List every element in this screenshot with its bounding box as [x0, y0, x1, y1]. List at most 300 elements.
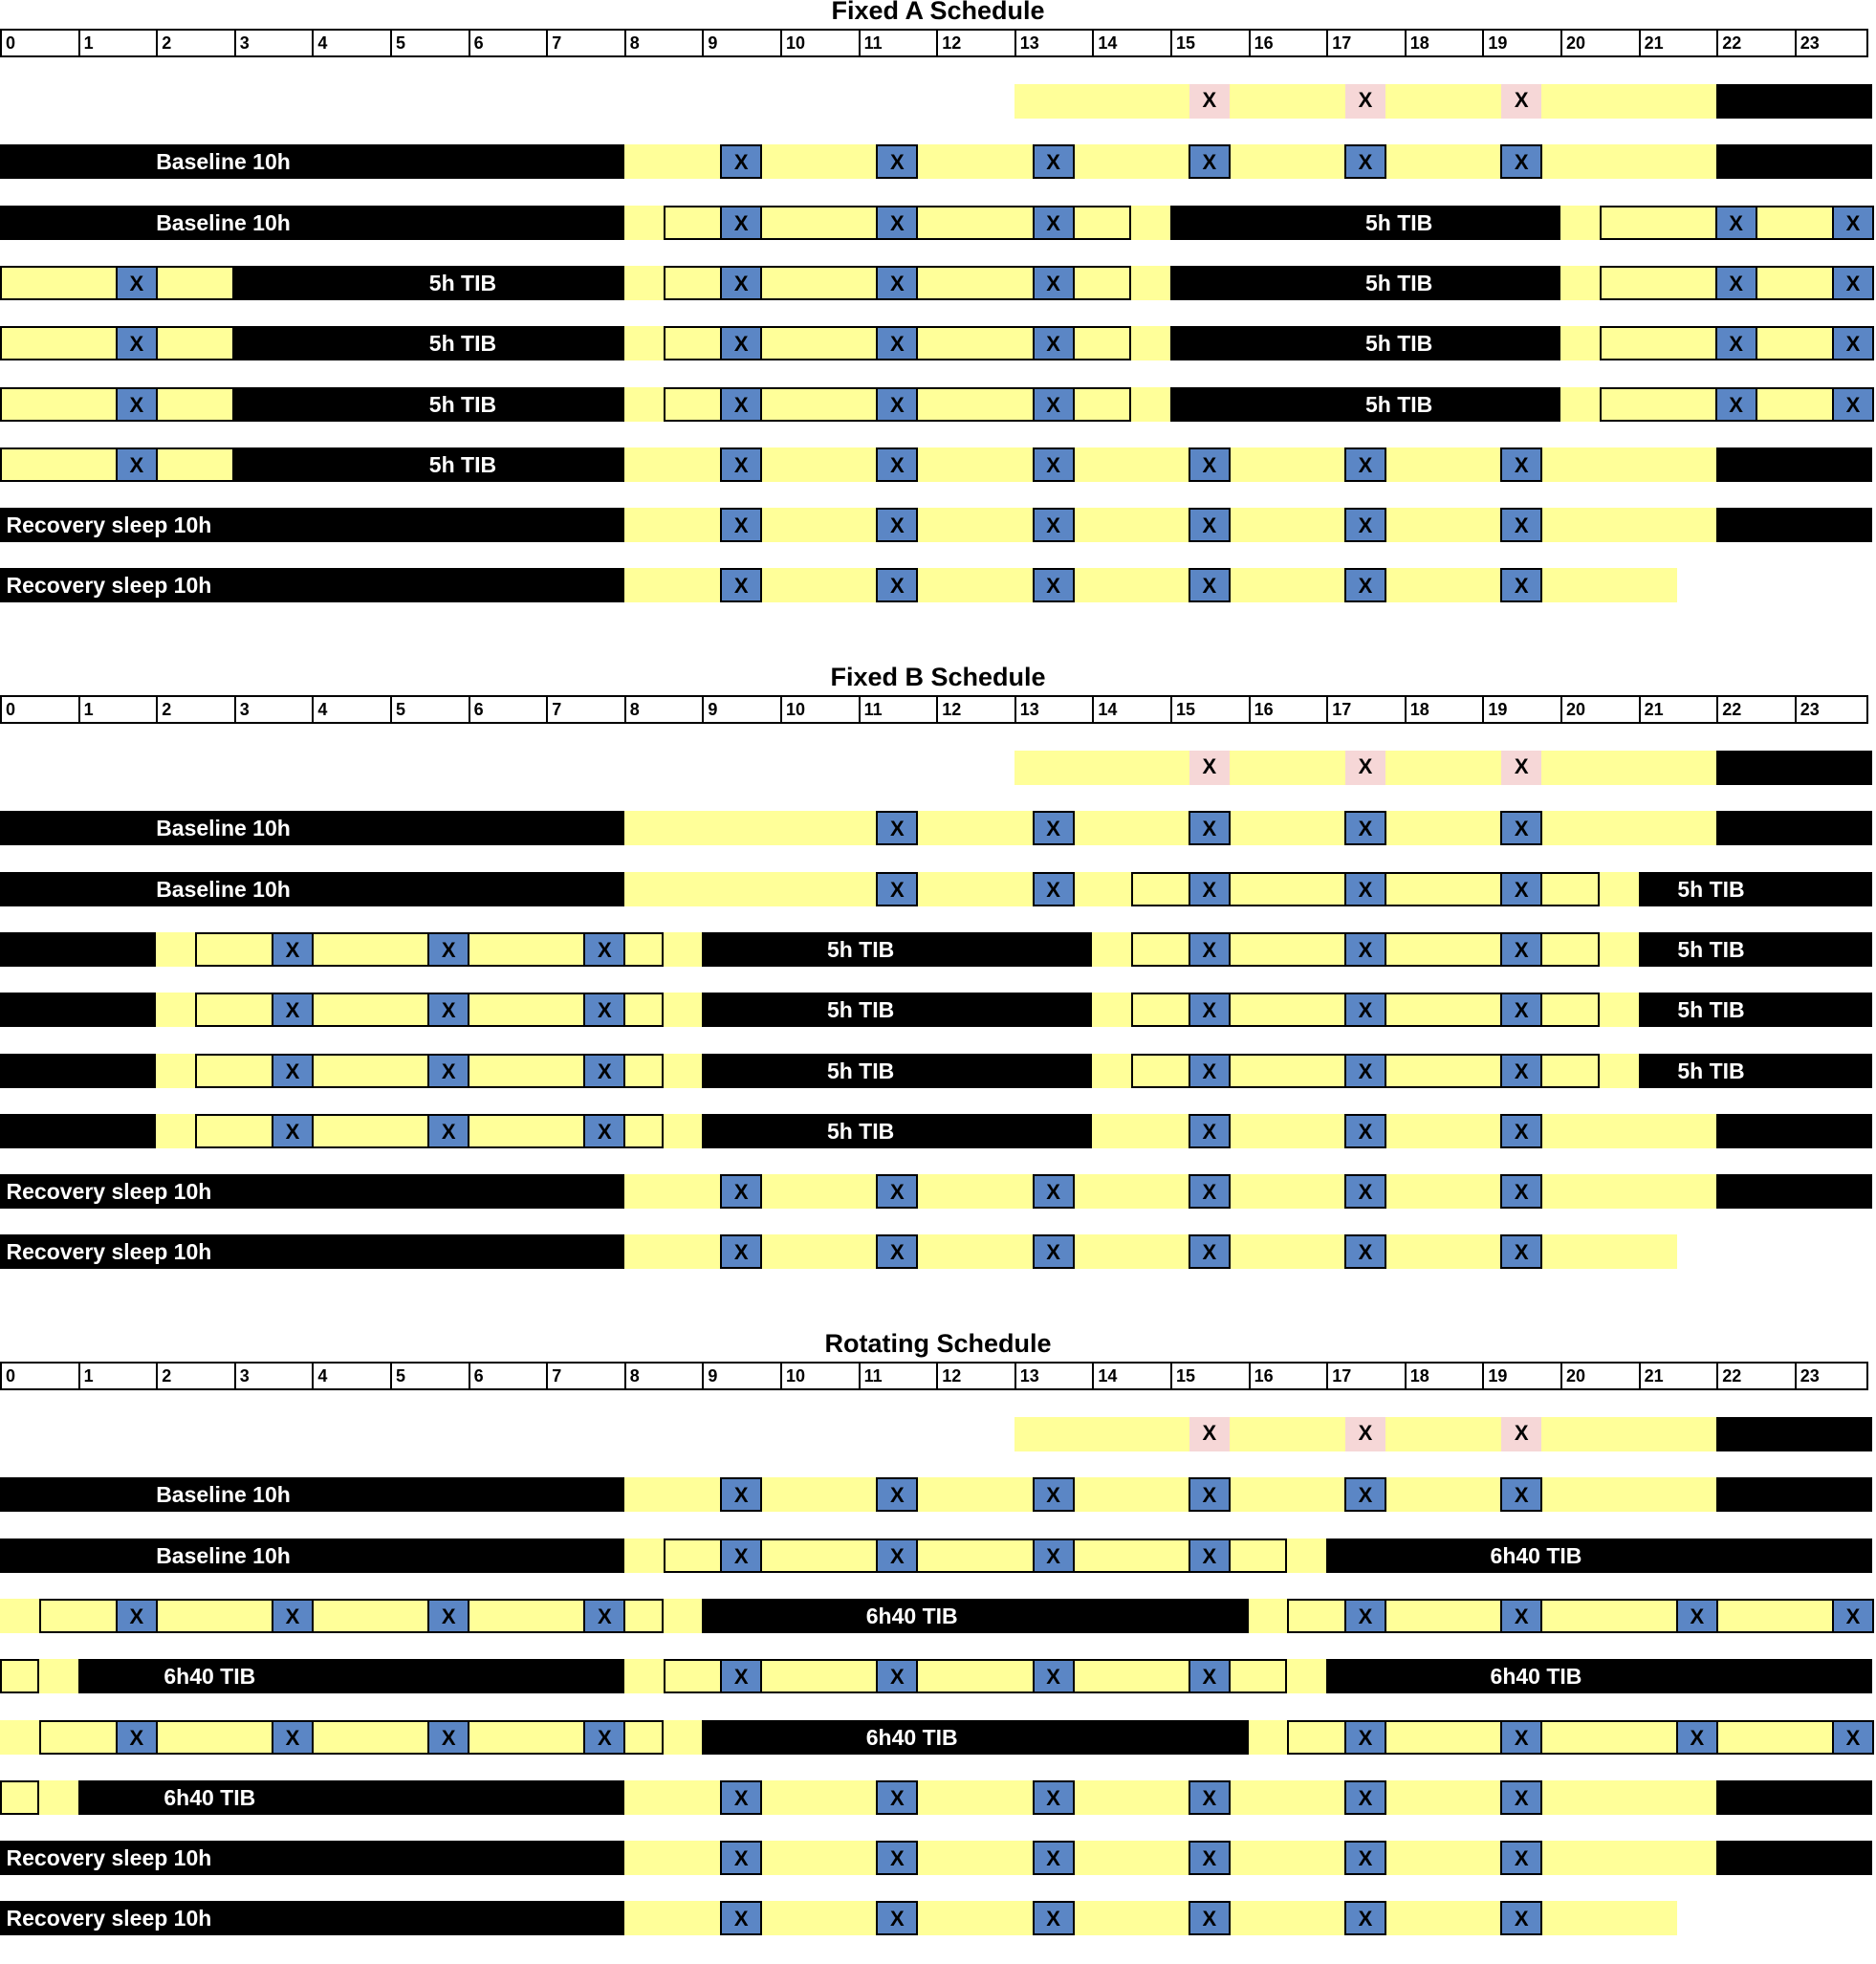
test-marker: X [733, 1846, 749, 1871]
test-session [1189, 1174, 1231, 1209]
test-marker: X [1358, 1483, 1373, 1508]
test-marker: X [890, 877, 905, 902]
test-session [876, 206, 918, 240]
hour-tick-label: 16 [1254, 1366, 1274, 1386]
test-marker: X [1514, 937, 1529, 962]
test-marker: X [1690, 1604, 1705, 1628]
test-marker: X [890, 210, 905, 235]
test-session [1344, 1720, 1386, 1755]
test-session [1344, 1901, 1386, 1935]
sleep-label: 6h40 TIB [164, 1664, 256, 1690]
test-session [1033, 1477, 1075, 1512]
test-session [720, 1174, 762, 1209]
test-marker: X [1729, 271, 1743, 295]
hour-tick-label: 10 [786, 33, 806, 53]
test-session [720, 206, 762, 240]
sleep-period [1716, 144, 1872, 179]
hour-tick-label: 8 [629, 33, 640, 53]
test-session [272, 1114, 314, 1148]
sleep-label: 6h40 TIB [1490, 1664, 1582, 1690]
sleep-label: Recovery sleep 10h [6, 513, 212, 538]
hour-tick-label: 10 [786, 700, 806, 719]
test-marker: X [890, 1785, 905, 1810]
test-marker: X [1202, 1785, 1217, 1810]
test-marker: X [1358, 754, 1373, 778]
test-session [720, 508, 762, 542]
sleep-label: Baseline 10h [156, 1542, 291, 1568]
test-marker: X [1514, 1421, 1529, 1445]
test-session [720, 1901, 762, 1935]
test-session [1033, 447, 1075, 482]
sleep-period [702, 932, 1092, 967]
wake-period [624, 811, 1716, 845]
test-marker: X [890, 513, 905, 538]
hour-tick-label: 18 [1409, 700, 1429, 719]
sleep-label: 5h TIB [1365, 331, 1433, 357]
sleep-period [0, 811, 624, 845]
hour-tick-label: 7 [552, 33, 562, 53]
hour-tick-label: 9 [708, 33, 718, 53]
test-marker: X [1046, 210, 1060, 235]
test-session [876, 1234, 918, 1269]
hour-tick-label: 9 [708, 1366, 718, 1386]
test-session [1832, 266, 1874, 300]
test-marker: X [890, 1483, 905, 1508]
test-session [720, 1659, 762, 1693]
test-marker: X [1514, 877, 1529, 902]
test-session [1189, 1114, 1231, 1148]
test-marker: X [1729, 332, 1743, 357]
test-session [116, 387, 158, 422]
test-session [720, 1841, 762, 1875]
practice-session [1189, 84, 1230, 119]
sleep-period [1716, 1417, 1872, 1451]
sleep-period [0, 1538, 624, 1573]
test-session [1500, 1174, 1542, 1209]
test-marker: X [598, 1604, 612, 1628]
test-session [1715, 266, 1757, 300]
test-marker: X [1358, 817, 1373, 841]
sleep-period [1716, 1477, 1872, 1512]
sleep-period [702, 1599, 1248, 1633]
hour-tick-label: 8 [629, 1366, 640, 1386]
test-session [1715, 326, 1757, 360]
test-marker: X [733, 210, 749, 235]
test-session [427, 932, 469, 967]
test-session [1715, 387, 1757, 422]
test-block-outline [0, 1659, 39, 1693]
schedule-rows [0, 0, 1876, 631]
test-marker: X [129, 1725, 144, 1750]
test-marker: X [1046, 392, 1060, 417]
hour-tick-label: 5 [396, 700, 406, 719]
sleep-period [702, 1114, 1092, 1148]
sleep-label: 6h40 TIB [164, 1784, 256, 1810]
test-marker: X [890, 150, 905, 175]
hour-tick-label: 22 [1722, 700, 1742, 719]
test-session [1033, 144, 1075, 179]
test-marker: X [733, 1543, 749, 1568]
hour-tick-label: 18 [1409, 33, 1429, 53]
wake-period [624, 1780, 1716, 1815]
sleep-label: 6h40 TIB [1490, 1542, 1582, 1568]
test-session [1500, 1054, 1542, 1088]
test-session [1033, 1780, 1075, 1815]
test-marker: X [1514, 1483, 1529, 1508]
test-session [876, 1477, 918, 1512]
test-session [1033, 266, 1075, 300]
test-session [1033, 1659, 1075, 1693]
test-session [1500, 993, 1542, 1027]
test-session [720, 1780, 762, 1815]
test-session [583, 1599, 625, 1633]
test-session [1500, 144, 1542, 179]
sleep-period [702, 1054, 1092, 1088]
test-session [1189, 508, 1231, 542]
test-marker: X [1046, 271, 1060, 295]
sleep-period [1639, 993, 1873, 1027]
test-marker: X [1729, 210, 1743, 235]
test-session [876, 1841, 918, 1875]
test-session [272, 1054, 314, 1088]
hour-tick-label: 22 [1722, 33, 1742, 53]
test-marker: X [1046, 513, 1060, 538]
test-session [583, 932, 625, 967]
hour-tick-label: 14 [1098, 700, 1118, 719]
test-session [876, 1538, 918, 1573]
test-marker: X [733, 392, 749, 417]
sleep-period [0, 932, 156, 967]
test-session [1500, 1901, 1542, 1935]
test-session [1189, 568, 1231, 602]
test-marker: X [285, 937, 300, 962]
test-marker: X [1358, 1846, 1373, 1871]
sleep-period [78, 1780, 624, 1815]
test-marker: X [733, 1180, 749, 1205]
test-session [427, 1720, 469, 1755]
test-marker: X [441, 1119, 456, 1144]
test-session [1676, 1720, 1718, 1755]
sleep-label: Recovery sleep 10h [6, 1239, 212, 1265]
hour-tick-label: 11 [863, 700, 883, 719]
hour-tick-label: 8 [629, 700, 640, 719]
panel-title: Fixed A Schedule [831, 0, 1045, 25]
test-marker: X [1202, 754, 1217, 778]
sleep-label: 5h TIB [826, 1118, 895, 1144]
test-session [720, 1234, 762, 1269]
test-session [1344, 508, 1386, 542]
sleep-label: Recovery sleep 10h [6, 1845, 212, 1871]
hour-tick-label: 13 [1019, 33, 1039, 53]
test-session [1033, 326, 1075, 360]
test-marker: X [890, 332, 905, 357]
test-session [427, 993, 469, 1027]
hour-tick-label: 6 [473, 1366, 484, 1386]
test-marker: X [1202, 1846, 1217, 1871]
test-session [1033, 1841, 1075, 1875]
test-marker: X [1358, 1119, 1373, 1144]
test-session [1033, 872, 1075, 906]
test-marker: X [1729, 392, 1743, 417]
sleep-period [1639, 932, 1873, 967]
sleep-period [1639, 872, 1873, 906]
sleep-period [1326, 1538, 1872, 1573]
test-marker: X [1514, 574, 1529, 599]
sleep-label: 5h TIB [826, 997, 895, 1023]
hour-tick-label: 16 [1254, 700, 1274, 719]
sleep-period [1716, 1780, 1872, 1815]
test-session [1189, 1538, 1231, 1573]
hour-tick-label: 2 [162, 1366, 172, 1386]
hour-tick-label: 12 [942, 1366, 962, 1386]
test-marker: X [1202, 998, 1217, 1023]
test-session [427, 1054, 469, 1088]
test-session [1344, 1841, 1386, 1875]
practice-session [1345, 84, 1385, 119]
test-session [1500, 1780, 1542, 1815]
test-session [876, 568, 918, 602]
test-session [1033, 508, 1075, 542]
hour-tick-label: 23 [1800, 33, 1820, 53]
test-session [1189, 872, 1231, 906]
test-session [116, 1599, 158, 1633]
test-marker: X [890, 1846, 905, 1871]
sleep-label: 5h TIB [428, 270, 497, 295]
test-marker: X [1514, 817, 1529, 841]
hour-tick-label: 20 [1566, 700, 1586, 719]
test-marker: X [733, 452, 749, 477]
sleep-label: Recovery sleep 10h [6, 573, 212, 599]
hour-tick-label: 3 [239, 1366, 250, 1386]
test-session [1500, 1841, 1542, 1875]
practice-session [1345, 1417, 1385, 1451]
sleep-period [1716, 84, 1872, 119]
hour-tick-label: 12 [942, 33, 962, 53]
test-marker: X [1046, 452, 1060, 477]
hour-tick-label: 2 [162, 700, 172, 719]
practice-session [1345, 751, 1385, 785]
test-marker: X [1514, 998, 1529, 1023]
hour-tick-label: 9 [708, 700, 718, 719]
hour-tick-label: 17 [1332, 1366, 1352, 1386]
test-marker: X [890, 271, 905, 295]
test-session [116, 266, 158, 300]
test-session [583, 1720, 625, 1755]
test-marker: X [1046, 574, 1060, 599]
hour-tick-label: 3 [239, 33, 250, 53]
test-marker: X [1046, 1785, 1060, 1810]
sleep-label: 5h TIB [826, 1058, 895, 1083]
test-session [876, 387, 918, 422]
test-marker: X [1514, 1240, 1529, 1265]
test-marker: X [1358, 1604, 1373, 1628]
sleep-label: 5h TIB [428, 331, 497, 357]
sleep-label: 6h40 TIB [865, 1603, 958, 1628]
sleep-label: 5h TIB [1365, 391, 1433, 417]
test-marker: X [733, 1240, 749, 1265]
sleep-period [1639, 1054, 1873, 1088]
test-marker: X [1514, 150, 1529, 175]
test-marker: X [598, 1725, 612, 1750]
hour-tick-label: 20 [1566, 33, 1586, 53]
hour-tick-label: 21 [1644, 700, 1664, 719]
test-marker: X [1202, 88, 1217, 112]
test-marker: X [1046, 1180, 1060, 1205]
test-marker: X [441, 998, 456, 1023]
test-marker: X [1202, 877, 1217, 902]
test-session [1344, 568, 1386, 602]
sleep-period [702, 1720, 1248, 1755]
test-session [720, 326, 762, 360]
test-marker: X [1514, 754, 1529, 778]
sleep-period [1716, 1174, 1872, 1209]
test-session [876, 266, 918, 300]
sleep-period [0, 144, 624, 179]
schedule-rows [0, 666, 1876, 1298]
hour-tick-label: 23 [1800, 1366, 1820, 1386]
schedule-rows [0, 1333, 1876, 1964]
test-session [1189, 1780, 1231, 1815]
test-session [272, 1720, 314, 1755]
practice-session [1189, 751, 1230, 785]
test-session [720, 1538, 762, 1573]
test-session [876, 1659, 918, 1693]
test-session [272, 932, 314, 967]
hour-tick-label: 20 [1566, 1366, 1586, 1386]
test-marker: X [1046, 1240, 1060, 1265]
test-marker: X [1358, 1240, 1373, 1265]
test-marker: X [1046, 332, 1060, 357]
test-marker: X [598, 1119, 612, 1144]
test-session [1189, 1841, 1231, 1875]
test-session [1715, 206, 1757, 240]
sleep-label: 5h TIB [428, 391, 497, 417]
hour-tick-label: 1 [83, 700, 94, 719]
hour-tick-label: 4 [317, 700, 328, 719]
hour-tick-label: 23 [1800, 700, 1820, 719]
test-session [1676, 1599, 1718, 1633]
test-session [1500, 932, 1542, 967]
test-session [1189, 447, 1231, 482]
test-marker: X [1046, 817, 1060, 841]
sleep-period [702, 993, 1092, 1027]
test-session [1344, 932, 1386, 967]
test-session [1500, 1477, 1542, 1512]
test-marker: X [1358, 998, 1373, 1023]
test-marker: X [1358, 513, 1373, 538]
test-marker: X [1358, 1058, 1373, 1083]
panel-title: Rotating Schedule [824, 1329, 1052, 1358]
sleep-period [1716, 811, 1872, 845]
hour-tick-label: 14 [1098, 33, 1118, 53]
hour-tick-label: 11 [863, 33, 883, 53]
test-marker: X [1845, 271, 1861, 295]
wake-period [1092, 1114, 1716, 1148]
sleep-period [0, 993, 156, 1027]
hour-tick-label: 4 [317, 1366, 328, 1386]
hour-tick-label: 10 [786, 1366, 806, 1386]
hour-tick-label: 13 [1019, 700, 1039, 719]
hour-tick-label: 18 [1409, 1366, 1429, 1386]
test-session [1033, 1234, 1075, 1269]
test-marker: X [1202, 452, 1217, 477]
test-session [1189, 1477, 1231, 1512]
test-marker: X [1046, 150, 1060, 175]
test-marker: X [1514, 452, 1529, 477]
wake-period [624, 1841, 1716, 1875]
sleep-period [0, 1477, 624, 1512]
test-session [1033, 1538, 1075, 1573]
test-session [583, 1054, 625, 1088]
sleep-period [1716, 751, 1872, 785]
practice-session [1501, 84, 1541, 119]
test-marker: X [1202, 1421, 1217, 1445]
test-marker: X [890, 1543, 905, 1568]
test-session [1033, 1901, 1075, 1935]
test-session [1189, 1234, 1231, 1269]
test-session [1033, 568, 1075, 602]
test-marker: X [1358, 452, 1373, 477]
test-marker: X [1845, 1725, 1861, 1750]
test-session [1500, 508, 1542, 542]
test-marker: X [1514, 1058, 1529, 1083]
hour-tick-label: 2 [162, 33, 172, 53]
test-session [1189, 811, 1231, 845]
test-marker: X [1202, 1907, 1217, 1931]
test-session [1500, 1599, 1542, 1633]
test-marker: X [285, 1058, 300, 1083]
test-marker: X [890, 574, 905, 599]
sleep-label: 5h TIB [1677, 936, 1745, 962]
sleep-label: 5h TIB [1677, 1058, 1745, 1083]
test-session [427, 1599, 469, 1633]
sleep-label: 6h40 TIB [865, 1724, 958, 1750]
test-session [1189, 932, 1231, 967]
hour-tick-label: 16 [1254, 33, 1274, 53]
test-marker: X [1514, 1604, 1529, 1628]
test-session [720, 447, 762, 482]
hour-tick-label: 12 [942, 700, 962, 719]
test-marker: X [129, 332, 144, 357]
test-marker: X [1514, 1180, 1529, 1205]
test-marker: X [1202, 1058, 1217, 1083]
hour-tick-label: 21 [1644, 1366, 1664, 1386]
test-marker: X [1358, 1180, 1373, 1205]
sleep-label: Recovery sleep 10h [6, 1906, 212, 1931]
test-marker: X [285, 998, 300, 1023]
test-marker: X [1845, 1604, 1861, 1628]
test-session [1832, 326, 1874, 360]
hour-tick-label: 13 [1019, 1366, 1039, 1386]
sleep-period [0, 1054, 156, 1088]
test-marker: X [1202, 1665, 1217, 1690]
test-session [720, 266, 762, 300]
test-session [1832, 1720, 1874, 1755]
hour-tick-label: 15 [1176, 1366, 1196, 1386]
test-session [1344, 811, 1386, 845]
test-session [876, 1780, 918, 1815]
test-session [1344, 447, 1386, 482]
test-session [1344, 1599, 1386, 1633]
test-session [876, 872, 918, 906]
test-marker: X [1358, 150, 1373, 175]
test-session [1500, 1720, 1542, 1755]
test-session [1344, 144, 1386, 179]
test-session [1500, 872, 1542, 906]
wake-period [624, 447, 1716, 482]
test-marker: X [733, 1483, 749, 1508]
test-session [1500, 447, 1542, 482]
